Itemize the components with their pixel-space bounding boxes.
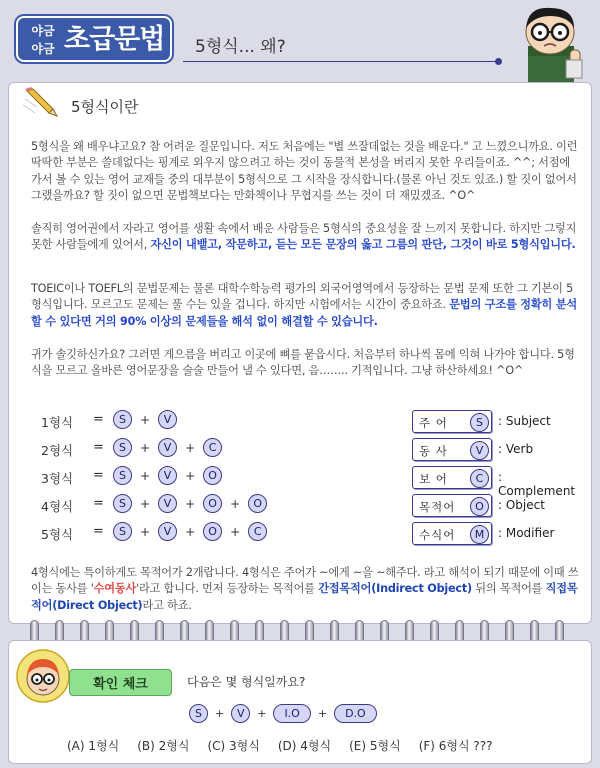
pencil-icon xyxy=(23,87,59,117)
formula-symbol: V xyxy=(158,438,177,457)
legend-item xyxy=(412,494,582,518)
quiz-plus: + xyxy=(317,706,328,720)
paragraph-exam xyxy=(31,281,579,330)
legend-name: 주 어 xyxy=(419,416,448,430)
quiz-choices xyxy=(67,737,511,754)
quiz-choice[interactable]: (C) 3형식 xyxy=(207,739,260,753)
section-title: 5형식이란 xyxy=(71,98,139,116)
title-underline xyxy=(183,61,498,62)
formula-label: 5형식 xyxy=(41,527,74,542)
legend-item xyxy=(412,522,582,546)
formula-label: 1형식 xyxy=(41,415,74,430)
legend-name: 수식어 xyxy=(419,528,456,542)
formula-plus: + xyxy=(140,440,151,455)
formula-label: 2형식 xyxy=(41,443,74,458)
legend-symbol: M xyxy=(470,525,489,544)
formula-parts xyxy=(113,522,267,541)
legend-description: : Subject xyxy=(498,414,551,428)
formula-plus: + xyxy=(140,524,151,539)
form4-text-e: 뒤의 목적어를 xyxy=(471,582,546,596)
paragraph-importance-text: 솔직히 영어권에서 자라고 영어를 생활 속에서 배운 사람들은 5형식의 중요성을 잘 느끼지 못합니다. 하지만 그렇지 못한 사람들에게 있어서, xyxy=(31,222,577,252)
quiz-choice[interactable]: (E) 5형식 xyxy=(349,739,401,753)
section-header xyxy=(23,87,223,117)
legend-symbol: S xyxy=(470,413,489,432)
logo-small-line-2: 야금 xyxy=(31,42,55,56)
form4-text-a: 4형식에는 특이하게도 목적어가 2개랍니다. 4형식은 주어가 ~에게 ~을 ~해주다. 라고 해석이 되기 때문에 이때 쓰이는 동사를 ' xyxy=(31,566,579,596)
formula-plus: + xyxy=(185,440,196,455)
legend-name: 목적어 xyxy=(419,500,456,514)
formula-symbol: C xyxy=(203,438,222,457)
formula-symbol: O xyxy=(203,494,222,513)
formula-plus: + xyxy=(140,412,151,427)
formula-row xyxy=(41,438,301,460)
quiz-plus: + xyxy=(215,706,225,720)
page-title: 5형식... 왜? xyxy=(195,37,286,57)
paragraph-importance xyxy=(31,221,579,254)
quiz-symbol: V xyxy=(231,704,250,723)
legend-box xyxy=(412,494,492,517)
formula-symbol: V xyxy=(158,466,177,485)
check-badge: 확인 체크 xyxy=(69,669,172,696)
formula-symbol: O xyxy=(203,522,222,541)
formula-plus: + xyxy=(140,468,151,483)
formula-parts xyxy=(113,410,177,429)
formula-symbol: S xyxy=(113,410,132,429)
legend-description: : Modifier xyxy=(498,526,555,540)
form4-text-c: '라고 합니다. 먼저 등장하는 목적어를 xyxy=(136,582,319,596)
formula-symbol: V xyxy=(158,410,177,429)
formula-row xyxy=(41,410,301,432)
lesson-panel xyxy=(8,82,592,624)
quiz-plus: + xyxy=(257,706,267,720)
quiz-panel xyxy=(8,640,592,764)
glasses-character-icon xyxy=(508,2,592,82)
paragraph-exam-highlight: 문법의 구조를 정확히 분석할 수 있다면 거의 90% 이상의 문제들을 해석 없이 해결할 수 있습니다. xyxy=(31,298,578,328)
logo-big-text: 초급문법 xyxy=(64,24,165,55)
quiz-symbol: I.O xyxy=(273,704,310,723)
form4-text-g: 라고 하죠. xyxy=(142,598,192,612)
form4-indirect-object: 간접목적어(Indirect Object) xyxy=(318,582,472,596)
formula-symbol: O xyxy=(203,466,222,485)
legend-symbol: O xyxy=(470,497,489,516)
formula-equals: = xyxy=(93,524,104,539)
formula-label: 4형식 xyxy=(41,499,74,514)
formula-equals: = xyxy=(93,496,104,511)
formula-symbol: S xyxy=(113,466,132,485)
legend-name: 동 사 xyxy=(419,444,448,458)
formula-equals: = xyxy=(93,468,104,483)
legend-box xyxy=(412,438,492,461)
legend-box xyxy=(412,522,492,545)
legend-symbol: V xyxy=(470,441,489,460)
formula-symbol: S xyxy=(113,438,132,457)
quiz-formula xyxy=(189,701,377,725)
legend-box xyxy=(412,410,492,433)
formula-label: 3형식 xyxy=(41,471,74,486)
paragraph-motivation: 귀가 솔깃하신가요? 그러면 게으름을 버리고 이곳에 뼈를 묻읍시다. 처음부터 하나씩 몸에 익혀 나가야 합니다. 5형식을 모르고 올바른 영어문장을 술술 만들어 낼 수 있다면, 음…….. 기적입니다. 그냥 하산하세요! ^O^ xyxy=(31,348,575,378)
formula-equals: = xyxy=(93,440,104,455)
formula-plus: + xyxy=(185,524,196,539)
formula-plus: + xyxy=(185,496,196,511)
title-underline-dot xyxy=(495,58,502,65)
formula-parts xyxy=(113,466,222,485)
legend-box xyxy=(412,466,492,489)
formula-symbol: O xyxy=(248,494,267,513)
quiz-question: 다음은 몇 형식일까요? xyxy=(187,675,306,689)
formula-symbol: S xyxy=(113,494,132,513)
quiz-symbol: S xyxy=(189,704,208,723)
formula-symbol: C xyxy=(248,522,267,541)
formula-row xyxy=(41,494,301,516)
formula-symbol: V xyxy=(158,522,177,541)
legend-item xyxy=(412,466,582,498)
paragraph-intro: 5형식을 왜 배우냐고요? 참 어려운 질문입니다. 저도 처음에는 "별 쓰잘데없는 것을 배운다." 고 느꼈으니까요. 이런 딱딱한 부분은 쓸데없다는 핑계로 외우지 않으려고 하는 것이 동물적 본성을 버리지 못한 우리들이죠. ^^; 서점에 가서 볼 수 있는 영어 교재들 중의 대부분이 5형식으로 그 시작을 장식합니다.(물론 아닌 것도 있죠.) 할 짓이 없어서 그랬을까요? 할 짓이 없으면 문법책보다는 만화책이나 무협지를 쓰는 것이 더 재밌겠죠. ^O^ xyxy=(31,140,578,202)
formula-symbol: S xyxy=(113,522,132,541)
quiz-choice[interactable]: (F) 6형식 ??? xyxy=(418,739,493,753)
formula-plus: + xyxy=(230,496,241,511)
quiz-choice[interactable]: (A) 1형식 xyxy=(67,739,120,753)
form4-direct-object: 직접목적어(Direct Object) xyxy=(31,582,578,612)
formula-symbol: V xyxy=(158,494,177,513)
legend-symbol: C xyxy=(470,469,489,488)
legend-description: : Verb xyxy=(498,442,534,456)
logo-small-line-1: 야금 xyxy=(31,24,55,38)
formula-parts xyxy=(113,438,222,457)
formula-plus: + xyxy=(140,496,151,511)
formula-row xyxy=(41,522,301,544)
quiz-choice[interactable]: (B) 2형식 xyxy=(137,739,190,753)
header xyxy=(0,0,600,84)
paragraph-exam-text: TOEIC이나 TOEFL의 문법문제는 물론 대학수학능력 평가의 외국어영역에서 등장하는 문법 문제 또한 그 기본이 5형식입니다. 모르고도 문제는 풀 수는 있을 겁니다. 하지만 시험에서는 시간이 중요하죠. xyxy=(31,282,574,312)
formula-equals: = xyxy=(93,412,104,427)
legend-item xyxy=(412,410,582,434)
formula-parts xyxy=(113,494,267,513)
legend-item xyxy=(412,438,582,462)
formula-plus: + xyxy=(230,524,241,539)
paragraph-form4 xyxy=(31,565,579,614)
quiz-symbol: D.O xyxy=(334,704,377,723)
formula-plus: + xyxy=(185,468,196,483)
legend-description: : Object xyxy=(498,498,545,512)
logo-small-text xyxy=(26,22,60,58)
student-character-icon xyxy=(15,647,71,705)
course-logo xyxy=(16,16,172,62)
paragraph-importance-highlight: 자신이 내뱉고, 작문하고, 듣는 모든 문장의 옳고 그름의 판단, 그것이 바로 5형식입니다. xyxy=(150,238,576,252)
form4-dative-verb: 수여동사 xyxy=(93,582,137,596)
legend-description: : Complement xyxy=(498,470,576,498)
legend-name: 보 어 xyxy=(419,472,448,486)
formula-row xyxy=(41,466,301,488)
quiz-choice[interactable]: (D) 4형식 xyxy=(277,739,332,753)
